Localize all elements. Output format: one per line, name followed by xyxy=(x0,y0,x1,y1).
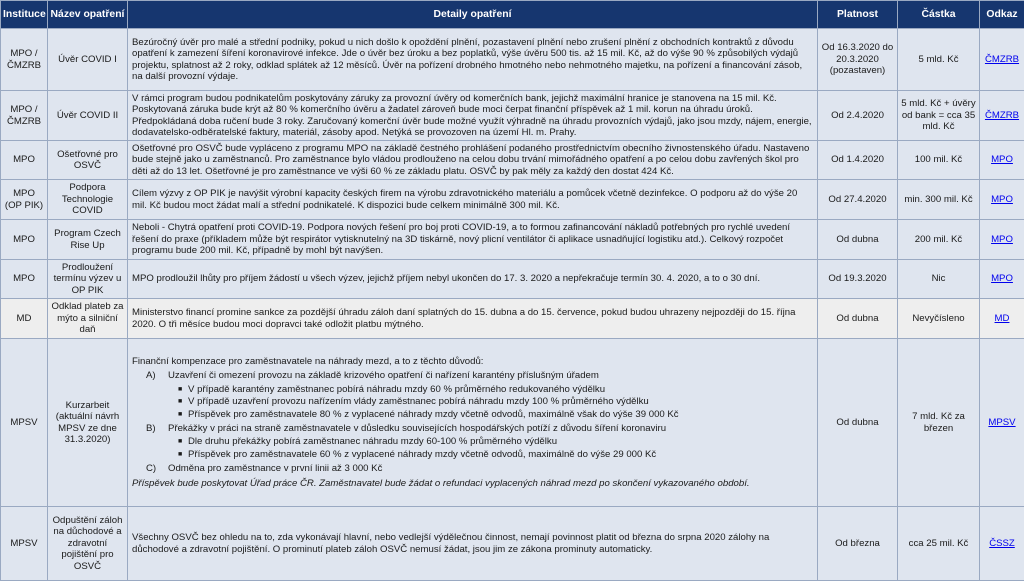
link-mpo[interactable]: MPO xyxy=(991,234,1013,245)
cell-details: V rámci program budou podnikatelům poskytovány záruky za provozní úvěry od komerčních bank, jejichž maximální hranice je stanovena na 15 mil. Kč. Poskytovaná záruka bude krýt až 80 % komerčního úvěru a žadatel zároveň bude moci čerpat finanční příspěvek až 1 mil. korun na úhradu úroků. Předpokládaná doba ručení bude 3 roky. Zaručovaný komerční úvěr bude možné využít výhradně na úhradu provozních výdajů, jako jsou mzdy, nájem, energie, dodavatelsko-odběratelské faktury, materiál, zásoby apod. Netýká se provozoven na území Hl. m. Prahy. xyxy=(128,91,818,141)
kurzarbeit-subitems xyxy=(178,436,813,460)
cell-measure-name: Úvěr COVID I xyxy=(48,29,128,91)
cell-link xyxy=(980,299,1024,339)
cell-amount: 5 mld. Kč + úvěry od bank = cca 35 mld. Kč xyxy=(898,91,980,141)
cell-institution: MPO xyxy=(1,141,48,180)
cell-amount: 5 mld. Kč xyxy=(898,29,980,91)
cell-institution: MPO / ČMZRB xyxy=(1,29,48,91)
kurzarbeit-note: Příspěvek bude poskytovat Úřad práce ČR. Zaměstnavatel bude žádat o refundaci vyplacených náhrad mezd po skončení vykazovaného období. xyxy=(132,478,813,489)
cell-measure-name: Kurzarbeit (aktuální návrh MPSV ze dne 31.3.2020) xyxy=(48,339,128,507)
list-item: ■ Dle druhu překážky pobírá zaměstnanec náhradu mzdy 60-100 % průměrného výdělku xyxy=(178,436,813,447)
cell-validity: Od 2.4.2020 xyxy=(818,91,898,141)
item-text: Uzavření či omezení provozu na základě krizového opatření či nařízení karantény příslušným úřadem xyxy=(168,370,599,381)
header-details: Detaily opatření xyxy=(128,1,818,29)
cell-measure-name: Program Czech Rise Up xyxy=(48,220,128,260)
header-amount: Částka xyxy=(898,1,980,29)
header-measure-name: Název opatření xyxy=(48,1,128,29)
header-validity: Platnost xyxy=(818,1,898,29)
cell-link xyxy=(980,29,1024,91)
cell-validity: Od 1.4.2020 xyxy=(818,141,898,180)
table-row xyxy=(1,220,1024,260)
cell-details: Neboli - Chytrá opatření proti COVID-19. Podpora nových řešení pro boj proti COVID-19, a to formou zafinancování nákladů potřebných pro rychlé uvedení řešení do praxe (příkladem může být respirátor vytisknutelný na 3D tiskárně, nový plicní ventilátor či aplikace usnadňující logistiku atd.). Celkový rozpočet programu bude 200 mil. Kč, případně by mohl být navýšen. xyxy=(128,220,818,260)
link-cssz[interactable]: ČSSZ xyxy=(989,538,1015,549)
cell-link xyxy=(980,220,1024,260)
cell-institution: MD xyxy=(1,299,48,339)
kurzarbeit-intro: Finanční kompenzace pro zaměstnavatele na náhrady mezd, a to z těchto důvodů: xyxy=(132,356,813,367)
header-institution: Instituce xyxy=(1,1,48,29)
link-mpo[interactable]: MPO xyxy=(991,273,1013,284)
cell-institution: MPSV xyxy=(1,339,48,507)
kurzarbeit-item xyxy=(146,463,813,474)
cell-link xyxy=(980,180,1024,220)
cell-details: Ministerstvo financí promine sankce za pozdější úhradu záloh daní splatných do 15. dubna a do 15. července, pokud budou uhrazeny nejpozději do 15. října 2020. O tři měsíce budou moci dopravci také odložit platbu mýtného. xyxy=(128,299,818,339)
table-header-row xyxy=(1,1,1024,29)
table-row xyxy=(1,29,1024,91)
table-row xyxy=(1,180,1024,220)
kurzarbeit-subitems xyxy=(178,384,813,420)
cell-measure-name: Odpuštění záloh na důchodové a zdravotní pojištění pro OSVČ xyxy=(48,507,128,581)
cell-measure-name: Prodloužení termínu výzev u OP PIK xyxy=(48,260,128,299)
item-label: A) xyxy=(146,370,168,381)
link-mpo[interactable]: MPO xyxy=(991,154,1013,165)
cell-validity: Od 16.3.2020 do 20.3.2020 (pozastaven) xyxy=(818,29,898,91)
list-item: ■ V případě karantény zaměstnanec pobírá náhradu mzdy 60 % průměrného redukovaného výdělku xyxy=(178,384,813,395)
item-label: C) xyxy=(146,463,168,474)
cell-amount: Nic xyxy=(898,260,980,299)
kurzarbeit-item xyxy=(146,370,813,381)
cell-amount: Nevyčísleno xyxy=(898,299,980,339)
cell-details: Všechny OSVČ bez ohledu na to, zda vykonávají hlavní, nebo vedlejší výdělečnou činnost, nemají povinnost platit od března do srpna 2020 zálohy na důchodové a zdravotní pojištění. O prominutí plateb záloh OSVČ nemusí žádat, jsou jim ze zákona prominuty automaticky. xyxy=(128,507,818,581)
cell-amount: min. 300 mil. Kč xyxy=(898,180,980,220)
cell-institution: MPO (OP PIK) xyxy=(1,180,48,220)
table-row xyxy=(1,141,1024,180)
cell-amount: 200 mil. Kč xyxy=(898,220,980,260)
link-md[interactable]: MD xyxy=(995,313,1010,324)
cell-measure-name: Úvěr COVID II xyxy=(48,91,128,141)
list-item: ■ Příspěvek pro zaměstnavatele 60 % z vyplacené náhrady mzdy včetně odvodů, maximálně do výše 29 000 Kč xyxy=(178,449,813,460)
link-mpsv[interactable]: MPSV xyxy=(988,417,1015,428)
link-cmzrb[interactable]: ČMZRB xyxy=(985,54,1019,65)
cell-details: Cílem výzvy z OP PIK je navýšit výrobní kapacity českých firem na výrobu zdravotnického materiálu a pomůcek včetně dezinfekce. O podporu až do výše 20 mil. Kč budou moct žádat malí a střední podnikatelé. K dispozici bude celkem minimálně 300 mil. Kč. xyxy=(128,180,818,220)
cell-validity: Od dubna xyxy=(818,220,898,260)
cell-institution: MPO / ČMZRB xyxy=(1,91,48,141)
cell-details: MPO prodloužil lhůty pro příjem žádostí u všech výzev, jejichž příjem nebyl ukončen do 17. 3. 2020 a nepřekračuje termín 30. 4. 2020, a to o 30 dní. xyxy=(128,260,818,299)
link-cmzrb[interactable]: ČMZRB xyxy=(985,110,1019,121)
item-text: Překážky v práci na straně zaměstnavatele v důsledku souvisejících hospodářských potíží z důvodu šíření koronaviru xyxy=(168,423,666,434)
cell-institution: MPSV xyxy=(1,507,48,581)
cell-link xyxy=(980,339,1024,507)
cell-validity: Od 19.3.2020 xyxy=(818,260,898,299)
table-row xyxy=(1,299,1024,339)
cell-amount: 100 mil. Kč xyxy=(898,141,980,180)
cell-validity: Od dubna xyxy=(818,339,898,507)
cell-amount: cca 25 mil. Kč xyxy=(898,507,980,581)
cell-link xyxy=(980,507,1024,581)
cell-link xyxy=(980,260,1024,299)
cell-institution: MPO xyxy=(1,260,48,299)
cell-institution: MPO xyxy=(1,220,48,260)
table-row xyxy=(1,507,1024,581)
cell-measure-name: Podpora Technologie COVID xyxy=(48,180,128,220)
cell-measure-name: Odklad plateb za mýto a silniční daň xyxy=(48,299,128,339)
item-label: B) xyxy=(146,423,168,434)
cell-details: Ošetřovné pro OSVČ bude vypláceno z programu MPO na základě čestného prohlášení podaného prostřednictvím obecního živnostenského úřadu. Nastaveno bude stejně jako u zaměstnanců. Pro zaměstnance bylo vládou prodlouženo na celou dobu trvání mimořádného opatření a po celou dobu zavřených škol pro děti až do 13 let. Ošetřovné je pro zaměstnance ve výši 60 % ze základu platu. OSVČ by pak měly za každý den dostat 424 Kč. xyxy=(128,141,818,180)
cell-amount: 7 mld. Kč za březen xyxy=(898,339,980,507)
cell-measure-name: Ošetřovné pro OSVČ xyxy=(48,141,128,180)
cell-validity: Od března xyxy=(818,507,898,581)
list-item: ■ Příspěvek pro zaměstnavatele 80 % z vyplacené náhrady mzdy včetně odvodů, maximálně však do výše 39 000 Kč xyxy=(178,409,813,420)
cell-validity: Od 27.4.2020 xyxy=(818,180,898,220)
table-row xyxy=(1,339,1024,507)
list-item: ■ V případě uzavření provozu nařízením vlády zaměstnanec pobírá náhradu mzdy 100 % průměrného výdělku xyxy=(178,396,813,407)
link-mpo[interactable]: MPO xyxy=(991,194,1013,205)
cell-validity: Od dubna xyxy=(818,299,898,339)
table-row xyxy=(1,260,1024,299)
cell-link xyxy=(980,91,1024,141)
kurzarbeit-item xyxy=(146,423,813,434)
cell-details: Bezúročný úvěr pro malé a střední podniky, pokud u nich došlo k opoždění plnění, pozastavení plnění nebo zrušení plnění z obchodních kontraktů z důvodu opatření k zamezení šíření koronavirové infekce. Jde o úvěr bez úroku a bez poplatků, výše úvěru 500 tis. až 15 mil. Kč, až do výše 90 % způsobilých výdajů projektu, splatnost až 2 roky, odklad splátek až 12 měsíců. Úvěr na pořízení drobného hmotného nebo nehmotného majetku, na pořízení a financování zásob, na další provozní výdaje. xyxy=(128,29,818,91)
item-text: Odměna pro zaměstnance v první linii až 3 000 Kč xyxy=(168,463,382,474)
header-link: Odkaz xyxy=(980,1,1024,29)
table-row xyxy=(1,91,1024,141)
cell-link xyxy=(980,141,1024,180)
cell-details xyxy=(128,339,818,507)
